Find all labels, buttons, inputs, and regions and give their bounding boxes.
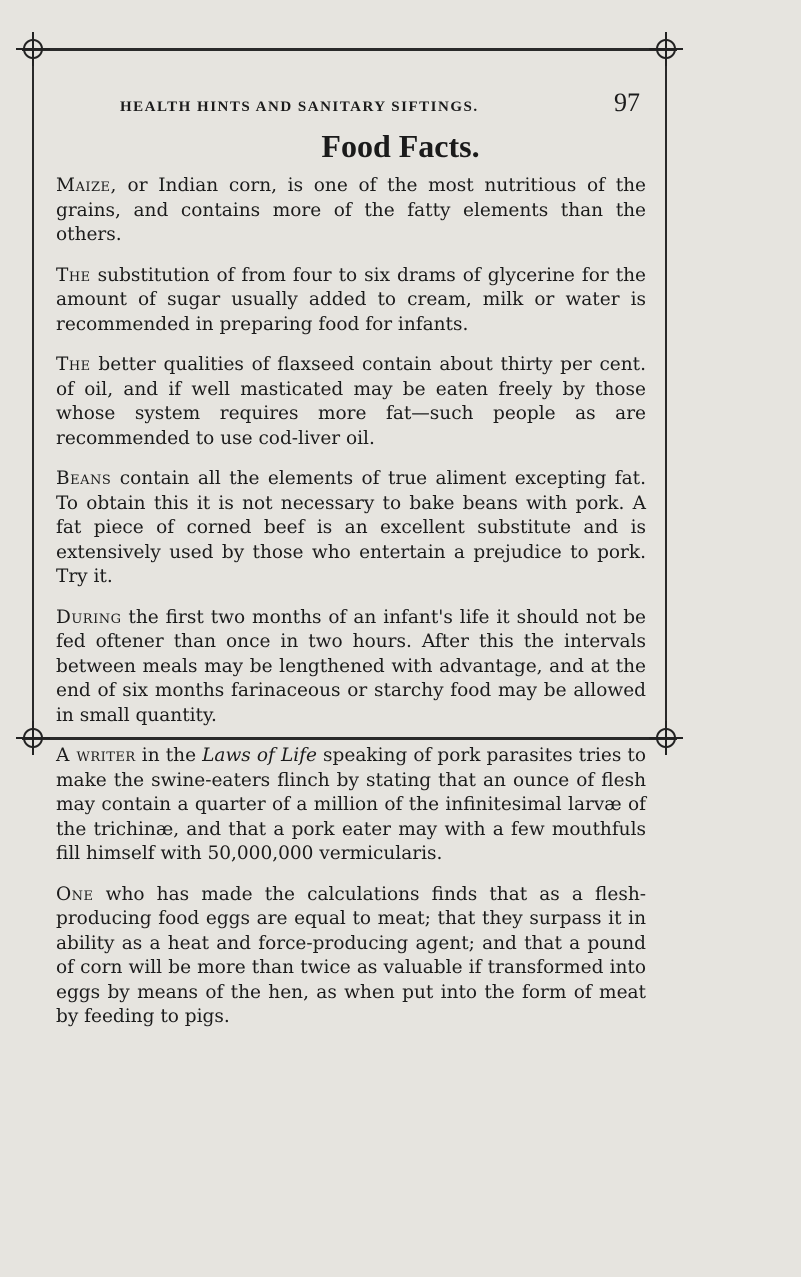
corner-ornament-icon — [649, 32, 683, 66]
paragraph-lead: The — [56, 264, 91, 286]
paragraph-text: the first two months of an infant's life it should not be fed oftener than once in two hours. After this the intervals between meals may be lengthened with advantage, and at the end of six months farinaceous or starchy food may be allowed in small quantity. — [56, 606, 646, 726]
paragraph-text: better qualities of flaxseed contain about thirty per cent. of oil, and if well masticated may be eaten freely by those whose system requires more fat—such people as are recommended to use cod-liver oil. — [56, 354, 646, 449]
paragraph-lead: During — [56, 606, 122, 628]
running-head — [120, 88, 640, 118]
article-body — [56, 174, 646, 1046]
corner-ornament-icon — [16, 721, 50, 755]
paragraph — [56, 264, 646, 338]
book-title-italic: Laws of Life — [202, 745, 317, 766]
paragraph-lead: The — [56, 354, 91, 375]
page-number: 97 — [614, 88, 640, 117]
paragraph-lead: Maize, — [56, 175, 117, 196]
paragraph-lead: A writer — [56, 745, 136, 766]
paragraph-text: substitution of from four to six drams of glycerine for the amount of sugar usually added to cream, milk or water is recommended in preparing food for infants. — [56, 264, 646, 335]
article-title: Food Facts. — [321, 128, 480, 164]
paragraph-lead: Beans — [56, 468, 112, 489]
running-title: HEALTH HINTS AND SANITARY SIFTINGS. — [120, 99, 479, 115]
paragraph-text: contain all the elements of true aliment excepting fat. To obtain this it is not necessary to bake beans with pork. A fat piece of corned beef is an excellent substitute and is extensively used by those who entertain a prejudice to pork. Try it. — [56, 468, 646, 587]
paragraph-text: in the — [135, 745, 203, 766]
paragraph — [56, 353, 646, 451]
paragraph — [56, 467, 646, 590]
corner-ornament-icon — [16, 32, 50, 66]
paragraph — [56, 744, 646, 867]
paragraph — [56, 883, 646, 1030]
paragraph-text: who has made the calculations finds that as a flesh-producing food eggs are equal to meat; that they surpass it in ability as a heat and force-producing agent; and that a pound of corn will be more than twice as valuable if transformed into eggs by means of the hen, as when put into the form of meat by feeding to pigs. — [56, 883, 646, 1027]
paragraph — [56, 174, 646, 248]
paragraph-lead: One — [56, 883, 94, 905]
top-rule — [22, 48, 677, 51]
paragraph — [56, 606, 646, 729]
paragraph-text: or Indian corn, is one of the most nutritious of the grains, and contains more of the fatty elements than the others. — [56, 175, 646, 245]
paragraph-text: speaking of pork parasites tries to make the swine-eaters flinch by stating that an ounce of flesh may contain a quarter of a million of the infinitesimal larvæ of the trichinæ, and that a pork eater may with a few mouthfuls fill himself with 50,000,000 vermicularis. — [56, 745, 646, 864]
corner-ornament-icon — [649, 721, 683, 755]
